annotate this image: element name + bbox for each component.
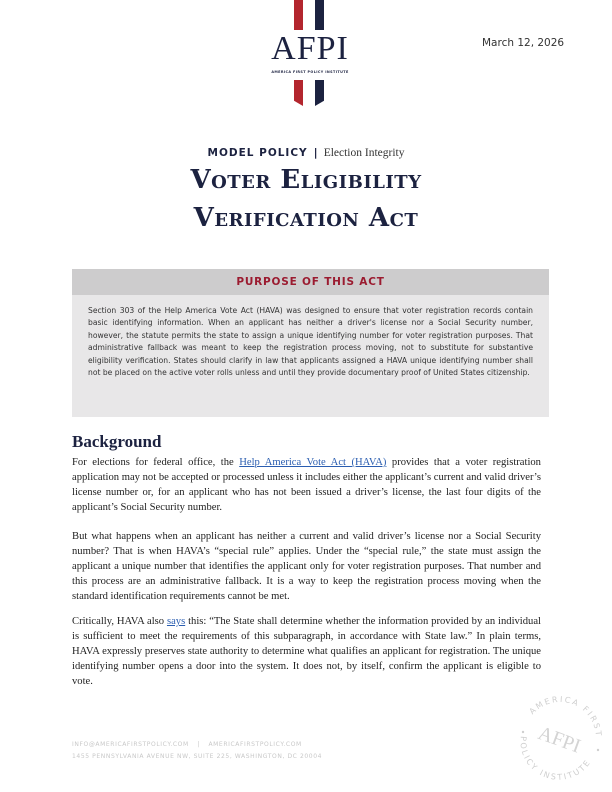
logo-wordmark: AFPI bbox=[271, 30, 349, 67]
document-title-line2: Verification Act bbox=[193, 203, 419, 233]
seal-bottom-text: POLICY INSTITUTE bbox=[518, 735, 593, 782]
background-paragraph-3 bbox=[72, 614, 541, 689]
afpi-seal-watermark bbox=[510, 688, 610, 788]
logo-navy-stripe bbox=[315, 0, 324, 30]
eyebrow-category: Election Integrity bbox=[323, 147, 405, 159]
seal-dot bbox=[597, 749, 599, 751]
purpose-heading: PURPOSE OF THIS ACT bbox=[72, 269, 549, 295]
hava-link[interactable]: Help America Vote Act (HAVA) bbox=[239, 457, 387, 468]
paragraph-text: this: “The State shall determine whether the information provided by an individual is sufficient to meet the requirements of this subparagraph, in accordance with State law.” In plain terms, HAVA expressly preserves state authority to determine what qualifies an applicant for registration. The unique identifying number opens a door into the system. It does not, by itself, confirm the applicant is eligible to vote. bbox=[72, 616, 541, 687]
logo-red-ribbon bbox=[294, 80, 303, 106]
background-heading: Background bbox=[72, 432, 162, 451]
purpose-box bbox=[72, 269, 549, 417]
background-paragraph-1 bbox=[72, 455, 541, 515]
eyebrow-label: MODEL POLICY bbox=[207, 147, 308, 159]
document-title-line1: Voter Eligibility bbox=[190, 165, 422, 195]
seal-top-text: AMERICA FIRST bbox=[527, 694, 604, 739]
seal-center-text: AFPI bbox=[535, 722, 584, 758]
says-link[interactable]: says bbox=[166, 616, 186, 627]
document-eyebrow bbox=[0, 146, 612, 159]
logo-red-stripe bbox=[294, 0, 303, 30]
purpose-body: Section 303 of the Help America Vote Act (HAVA) was designed to ensure that voter registration records contain basic identifying information. When an applicant has neither a driver's license nor a Social Security number, however, the statute permits the state to assign a unique identifying number for voter registration purposes. That administrative fallback was meant to keep the registration process moving, not to substitute for substantive eligibility verification. States should clarify in law that applicants assigned a HAVA unique identifying number shall not be placed on the active voter rolls unless and until they provide documentary proof of United States citizenship. bbox=[88, 306, 533, 378]
footer-address: 1455 PENNSYLVANIA AVENUE NW, SUITE 225, WASHINGTON, DC 20004 bbox=[72, 753, 323, 760]
footer-contact bbox=[72, 741, 302, 748]
paragraph-text: For elections for federal office, the bbox=[72, 457, 240, 468]
footer-email[interactable]: INFO@AMERICAFIRSTPOLICY.COM bbox=[72, 741, 189, 748]
footer-separator: | bbox=[197, 741, 200, 748]
paragraph-text: Critically, HAVA also bbox=[72, 616, 167, 627]
eyebrow-separator: | bbox=[313, 146, 318, 159]
document-date: March 12, 2026 bbox=[482, 37, 565, 49]
seal-dot bbox=[522, 731, 524, 733]
paragraph-text: provides that a voter registration application may not be accepted or processed unless it includes either the applicant’s current and valid driver’s license number or, for an applicant who has not been issued a driver’s license, the last four digits of the applicant’s Social Security number. bbox=[72, 457, 541, 513]
background-paragraph-2: But what happens when an applicant has neither a current and valid driver’s license nor a Social Security number? That is when HAVA’s “special rule” applies. Under the “special rule,” the state must assign the applicant a unique number that identifies the applicant only for voter registration purposes. That number and this process are an administrative fallback. It is a way to keep the registration process moving when the standard identification requirements cannot be met. bbox=[72, 531, 541, 602]
afpi-logo bbox=[262, 0, 358, 108]
logo-subtitle: AMERICA FIRST POLICY INSTITUTE bbox=[271, 70, 349, 74]
footer-website[interactable]: AMERICAFIRSTPOLICY.COM bbox=[208, 741, 302, 748]
logo-navy-ribbon bbox=[315, 80, 324, 106]
